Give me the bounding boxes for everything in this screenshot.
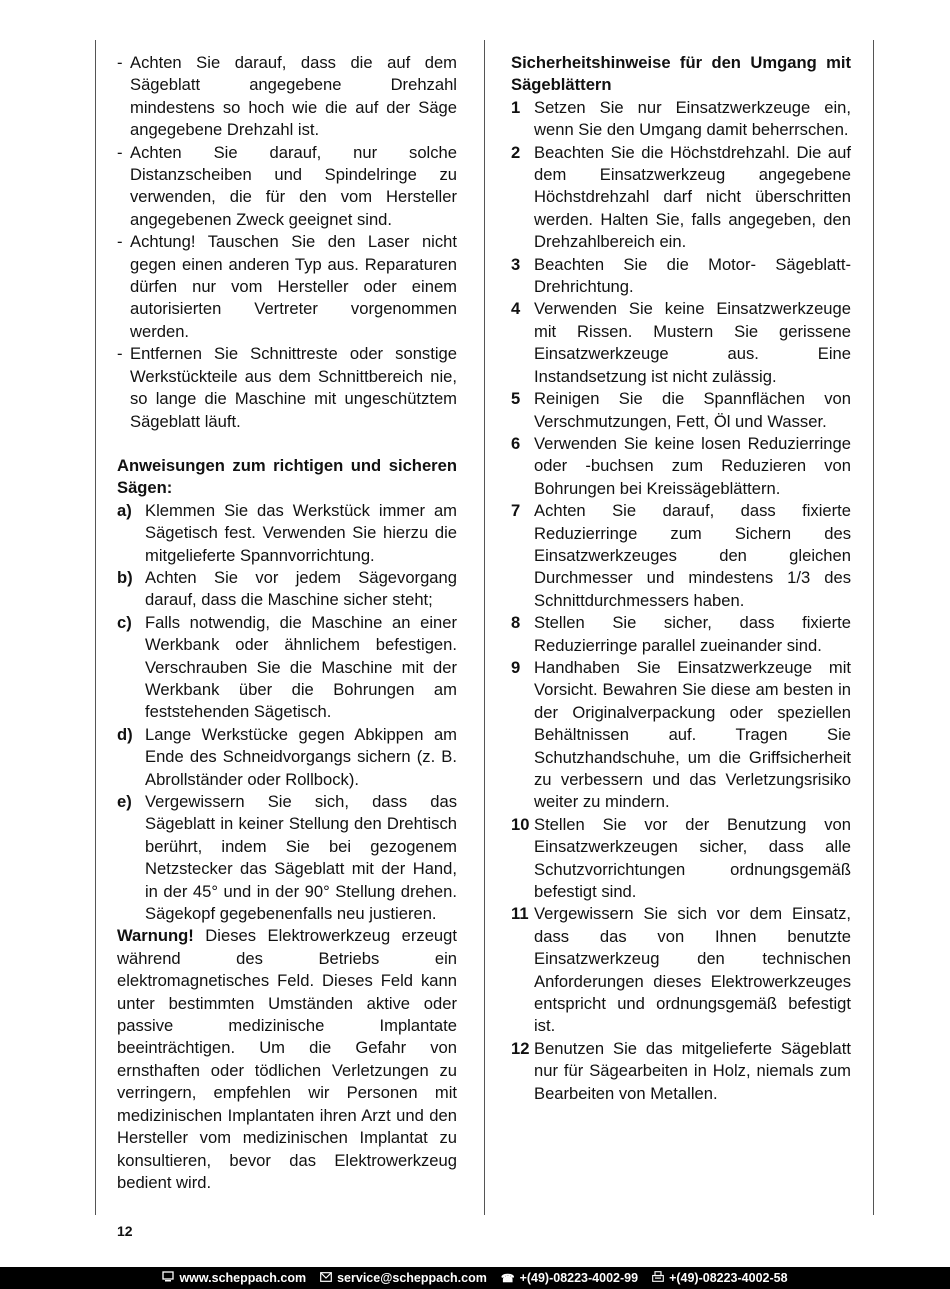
list-item: - Achtung! Tauschen Sie den Laser nicht gegen einen anderen Typ aus. Reparaturen dürfen nur vom Hersteller oder einem autorisierten Vertreter vorgenommen werden. [117,232,457,341]
list-item: 1 Setzen Sie nur Einsatzwerkzeuge ein, wenn Sie den Umgang damit beherrschen. [511,97,851,140]
list-item: 12 Benutzen Sie das mitgelieferte Sägeblatt nur für Sägearbeiten in Holz, niemals zum Bearbeiten von Metallen. [511,1038,851,1103]
list-item: 5 Reinigen Sie die Spannflächen von Verschmutzungen, Fett, Öl und Wasser. [511,389,851,431]
list-item: 6 Verwenden Sie keine losen Reduzierringe oder -buchsen zum Reduzieren von Bohrungen bei Kreissägeblättern. [511,433,851,498]
left-margin-line [95,40,96,1215]
center-divider-line [484,40,485,1215]
footer-website-link[interactable]: www.scheppach.com [179,1271,307,1285]
list-item: - Achten Sie darauf, nur solche Distanzscheiben und Spindelringe zu verwenden, die für den vom Hersteller angegebenen Zweck geeignet sind. [117,142,457,229]
section-heading: Anweisungen zum richtigen und sicheren Sägen: [117,455,457,498]
computer-icon [162,1271,174,1285]
list-item: 8 Stellen Sie sicher, dass fixierte Reduzierringe parallel zueinander sind. [511,613,851,655]
list-item: 2 Beachten Sie die Höchstdrehzahl. Die auf dem Einsatzwerkzeug angegebene Höchstdrehzahl darf nicht überschritten werden. Halten Sie, falls angegeben, den Drehzahlbereich ein. [511,142,851,252]
list-item: 4 Verwenden Sie keine Einsatzwerkzeuge mit Rissen. Mustern Sie gerissene Einsatzwerkzeuge aus. Eine Instandsetzung ist nicht zulässig. [511,299,851,386]
list-item: 11 Vergewissern Sie sich vor dem Einsatz, dass das von Ihnen benutzte Einsatzwerkzeug den technischen Anforderungen dieses Elektrowerkzeuges entspricht und ordnungsgemäß befestigt ist. [511,904,851,1036]
warning-text: Dieses Elektrowerkzeug erzeugt während des Betriebs ein elektromagnetisches Feld. Dieses Feld kann unter bestimmten Umständen aktive oder passive medizinische Implantate beeinträchtigen. Um die Gefahr von ernsthaften oder tödlichen Verletzungen zu verringern, empfehlen wir Personen mit medizinischen Implantaten ihren Arzt und den Hersteller vom medizinischen Implantat zu konsultieren, bevor das Elektrowerkzeug bedient wird. [117,926,457,1192]
list-item: - Achten Sie darauf, dass die auf dem Sägeblatt angegebene Drehzahl mindestens so hoch wie die auf der Säge angegebene Drehzahl ist. [117,53,457,140]
footer-fax: +(49)-08223-4002-58 [669,1271,788,1285]
list-item: 10 Stellen Sie vor der Benutzung von Einsatzwerkzeugen sicher, dass alle Schutzvorrichtungen ordnungsgemäß befestigt sind. [511,814,851,902]
list-item: b) Achten Sie vor jedem Sägevorgang darauf, dass die Maschine sicher steht; [117,567,457,610]
list-item: - Entfernen Sie Schnittreste oder sonstige Werkstückteile aus dem Schnittbereich nie, so lange die Maschine mit ungeschütztem Sägeblatt läuft. [117,344,457,431]
warning-label: Warnung! [117,926,194,946]
list-item: 9 Handhaben Sie Einsatzwerkzeuge mit Vorsicht. Bewahren Sie diese am besten in der Originalverpackung oder speziellen Behältnissen auf. Tragen Sie Schutzhandschuhe, um die Griffsicherheit zu verbessern und das Verletzungsrisiko weiter zu mindern. [511,657,851,812]
list-item: c) Falls notwendig, die Maschine an einer Werkbank oder ähnlichem befestigen. Verschrauben Sie die Maschine mit der Werkbank über die Bohrungen am feststehenden Sägetisch. [117,612,457,722]
right-margin-line [873,40,874,1215]
list-item: 3 Beachten Sie die Motor- Sägeblatt- Drehrichtung. [511,254,851,297]
right-column [511,52,851,1105]
mail-icon [320,1272,332,1285]
footer-bar [0,1267,950,1289]
fax-icon [652,1271,664,1285]
page-number: 12 [117,1223,133,1239]
list-item: e) Vergewissern Sie sich, dass das Sägeblatt in keiner Stellung den Drehtisch berührt, indem Sie bei gezogenem Netzstecker das Sägeblatt mit der Hand, in der 45° und in der 90° Stellung drehen. Sägekopf gegebenenfalls neu justieren. [117,792,457,924]
section-heading: Sicherheitshinweise für den Umgang mit Sägeblättern [511,53,851,95]
footer-email-link[interactable]: service@scheppach.com [337,1271,487,1285]
phone-icon: ☎ [500,1272,515,1285]
warning-paragraph [117,925,457,1194]
list-item: a) Klemmen Sie das Werkstück immer am Sägetisch fest. Verwenden Sie hierzu die mitgelieferte Spannvorrichtung. [117,500,457,565]
footer-phone: +(49)-08223-4002-99 [519,1271,639,1285]
list-item: 7 Achten Sie darauf, dass fixierte Reduzierringe zum Sichern des Einsatzwerkzeuges den gleichen Durchmesser und mindestens 1/3 des Schnittdurchmessers haben. [511,501,851,610]
left-column [117,52,457,1194]
list-item: d) Lange Werkstücke gegen Abkippen am Ende des Schneidvorgangs sichern (z. B. Abrollständer oder Rollbock). [117,724,457,789]
